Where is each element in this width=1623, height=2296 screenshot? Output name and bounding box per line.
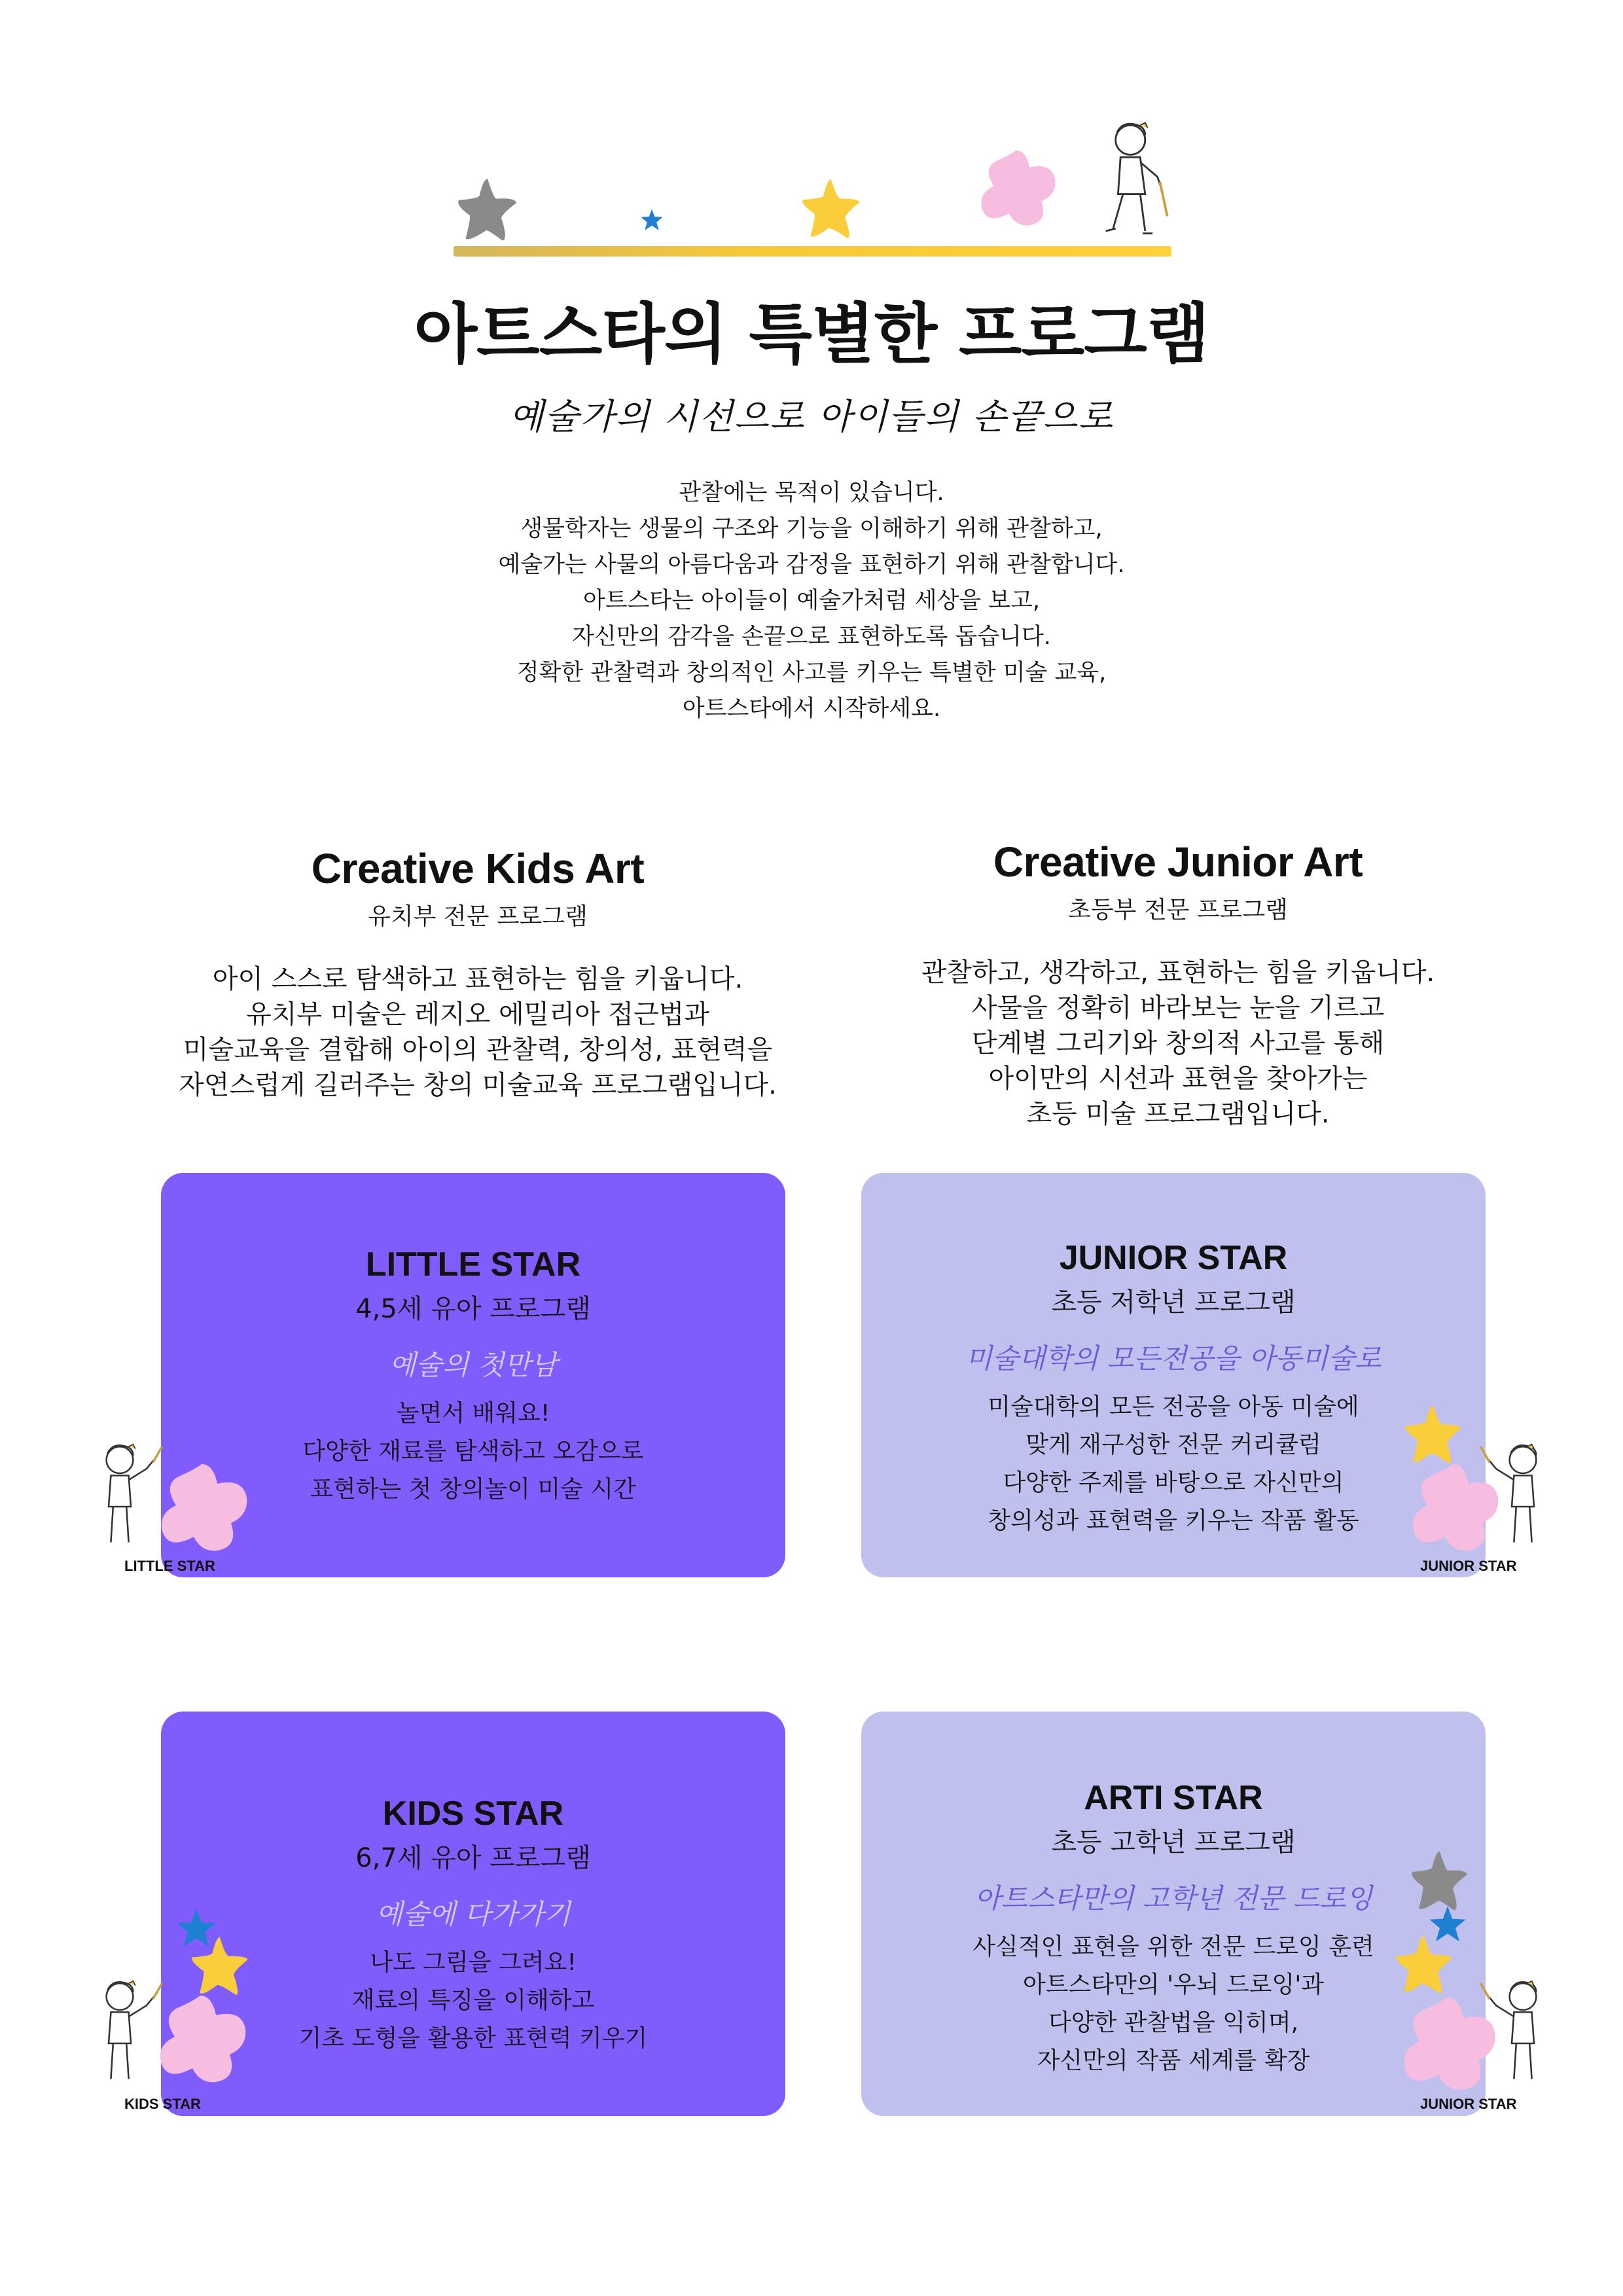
card-tagline: 아트스타만의 고학년 전문 드로잉 xyxy=(974,1882,1373,1914)
page-subtitle: 예술가의 시선으로 아이들의 손끝으로 xyxy=(508,396,1115,437)
page-title: 아트스타의 특별한 프로그램 xyxy=(414,296,1209,372)
child-artist-icon xyxy=(92,1977,170,2088)
character-label: KIDS STAR xyxy=(124,2096,201,2112)
card-tagline: 예술에 다가가기 xyxy=(376,1898,571,1930)
yellow-star-icon xyxy=(187,1935,253,1998)
description-line: 사실적인 표현을 위한 전문 드로잉 훈련 xyxy=(972,1933,1374,1960)
description-line: 초등 미술 프로그램입니다. xyxy=(1026,1099,1330,1129)
gray-star-icon xyxy=(1406,1848,1474,1914)
card-tagline: 예술의 첫만남 xyxy=(389,1349,558,1381)
description-line: 아이만의 시선과 표현을 찾아가는 xyxy=(988,1064,1368,1094)
intro-line: 정확한 관찰력과 창의적인 사고를 키우는 특별한 미술 교육, xyxy=(516,660,1107,686)
gray-star-icon xyxy=(452,175,524,244)
intro-line: 아트스타는 아이들이 예술가처럼 세상을 보고, xyxy=(582,588,1041,614)
section-description xyxy=(157,961,798,1103)
description-line: 다양한 관찰법을 익히며, xyxy=(1048,2009,1299,2036)
card-title: KIDS STAR xyxy=(382,1795,564,1833)
junior-star-card xyxy=(861,1173,1486,1577)
card-content xyxy=(861,1778,1486,2080)
card-description xyxy=(161,1395,785,1509)
section-description xyxy=(851,955,1505,1132)
section-title: Creative Kids Art xyxy=(311,845,645,892)
intro-paragraph xyxy=(393,475,1230,727)
description-line: 놀면서 배워요! xyxy=(396,1400,550,1427)
yellow-star-icon xyxy=(798,177,864,241)
description-line: 관찰하고, 생각하고, 표현하는 힘을 키웁니다. xyxy=(921,958,1435,988)
section-subtitle: 유치부 전문 프로그램 xyxy=(368,903,588,930)
character-label: JUNIOR STAR xyxy=(1420,1558,1517,1574)
kids-star-card xyxy=(161,1712,785,2116)
blue-star-icon xyxy=(640,208,664,232)
description-line: 미술교육을 결합해 아이의 관찰력, 창의성, 표현력을 xyxy=(183,1035,773,1065)
description-line: 아트스타만의 '우뇌 드로잉'과 xyxy=(1023,1971,1324,1998)
junior-art-section xyxy=(851,838,1505,1132)
little-star-card xyxy=(161,1173,785,1577)
arti-star-card xyxy=(861,1712,1486,2116)
description-line: 나도 그림을 그려요! xyxy=(370,1949,577,1976)
description-line: 창의성과 표현력을 키우는 작품 활동 xyxy=(988,1507,1359,1534)
description-line: 사물을 정확히 바라보는 눈을 기르고 xyxy=(971,993,1385,1023)
intro-line: 관찰에는 목적이 있습니다. xyxy=(679,480,944,506)
yellow-star-icon xyxy=(1391,1933,1457,1996)
intro-line: 아트스타에서 시작하세요. xyxy=(682,696,941,722)
pink-blob-icon xyxy=(975,145,1060,230)
kids-art-section xyxy=(157,844,798,1103)
description-line: 재료의 특징을 이해하고 xyxy=(351,1987,595,2014)
card-title: ARTI STAR xyxy=(1084,1779,1263,1817)
description-line: 다양한 주제를 바탕으로 자신만의 xyxy=(1003,1469,1344,1496)
description-line: 다양한 재료를 탐색하고 오감으로 xyxy=(302,1438,644,1465)
intro-line: 예술가는 사물의 아름다움과 감정을 표현하기 위해 관찰합니다. xyxy=(498,552,1125,578)
card-title: JUNIOR STAR xyxy=(1059,1239,1288,1277)
description-line: 자연스럽게 길러주는 창의 미술교육 프로그램입니다. xyxy=(179,1070,777,1100)
description-line: 단계별 그리기와 창의적 사고를 통해 xyxy=(971,1028,1385,1058)
card-content xyxy=(861,1238,1486,1540)
section-title: Creative Junior Art xyxy=(993,838,1363,886)
intro-line: 자신만의 감각을 손끝으로 표현하도록 돕습니다. xyxy=(572,624,1051,650)
intro-line: 생물학자는 생물의 구조와 기능을 이해하기 위해 관찰하고, xyxy=(520,516,1103,542)
card-subtitle: 초등 저학년 프로그램 xyxy=(1051,1287,1296,1318)
section-subtitle: 초등부 전문 프로그램 xyxy=(1068,897,1288,924)
description-line: 자신만의 작품 세계를 확장 xyxy=(1037,2047,1310,2074)
card-description xyxy=(161,1944,785,2058)
card-subtitle: 초등 고학년 프로그램 xyxy=(1051,1827,1296,1857)
child-artist-icon xyxy=(1472,1440,1551,1551)
card-subtitle: 4,5세 유아 프로그램 xyxy=(355,1294,591,1324)
child-artist-icon xyxy=(92,1440,170,1551)
card-title: LITTLE STAR xyxy=(365,1246,581,1283)
card-content xyxy=(161,1245,785,1509)
child-artist-icon xyxy=(1094,118,1171,241)
description-line: 아이 스스로 탐색하고 표현하는 힘을 키웁니다. xyxy=(212,964,743,994)
card-description xyxy=(861,1388,1486,1540)
character-label: LITTLE STAR xyxy=(124,1558,215,1574)
description-line: 맞게 재구성한 전문 커리큘럼 xyxy=(1026,1431,1321,1458)
description-line: 표현하는 첫 창의놀이 미술 시간 xyxy=(310,1476,636,1503)
character-label: JUNIOR STAR xyxy=(1420,2096,1517,2112)
yellow-star-icon xyxy=(1400,1403,1466,1466)
description-line: 기초 도형을 활용한 표현력 키우기 xyxy=(298,2025,648,2052)
child-artist-icon xyxy=(1472,1977,1551,2088)
card-tagline: 미술대학의 모든전공을 아동미술로 xyxy=(965,1342,1382,1374)
card-content xyxy=(161,1794,785,2058)
card-subtitle: 6,7세 유아 프로그램 xyxy=(355,1843,591,1873)
description-line: 미술대학의 모든 전공을 아동 미술에 xyxy=(988,1393,1359,1420)
description-line: 유치부 미술은 레지오 에밀리아 접근법과 xyxy=(246,999,709,1030)
header-divider-bar xyxy=(454,246,1171,257)
